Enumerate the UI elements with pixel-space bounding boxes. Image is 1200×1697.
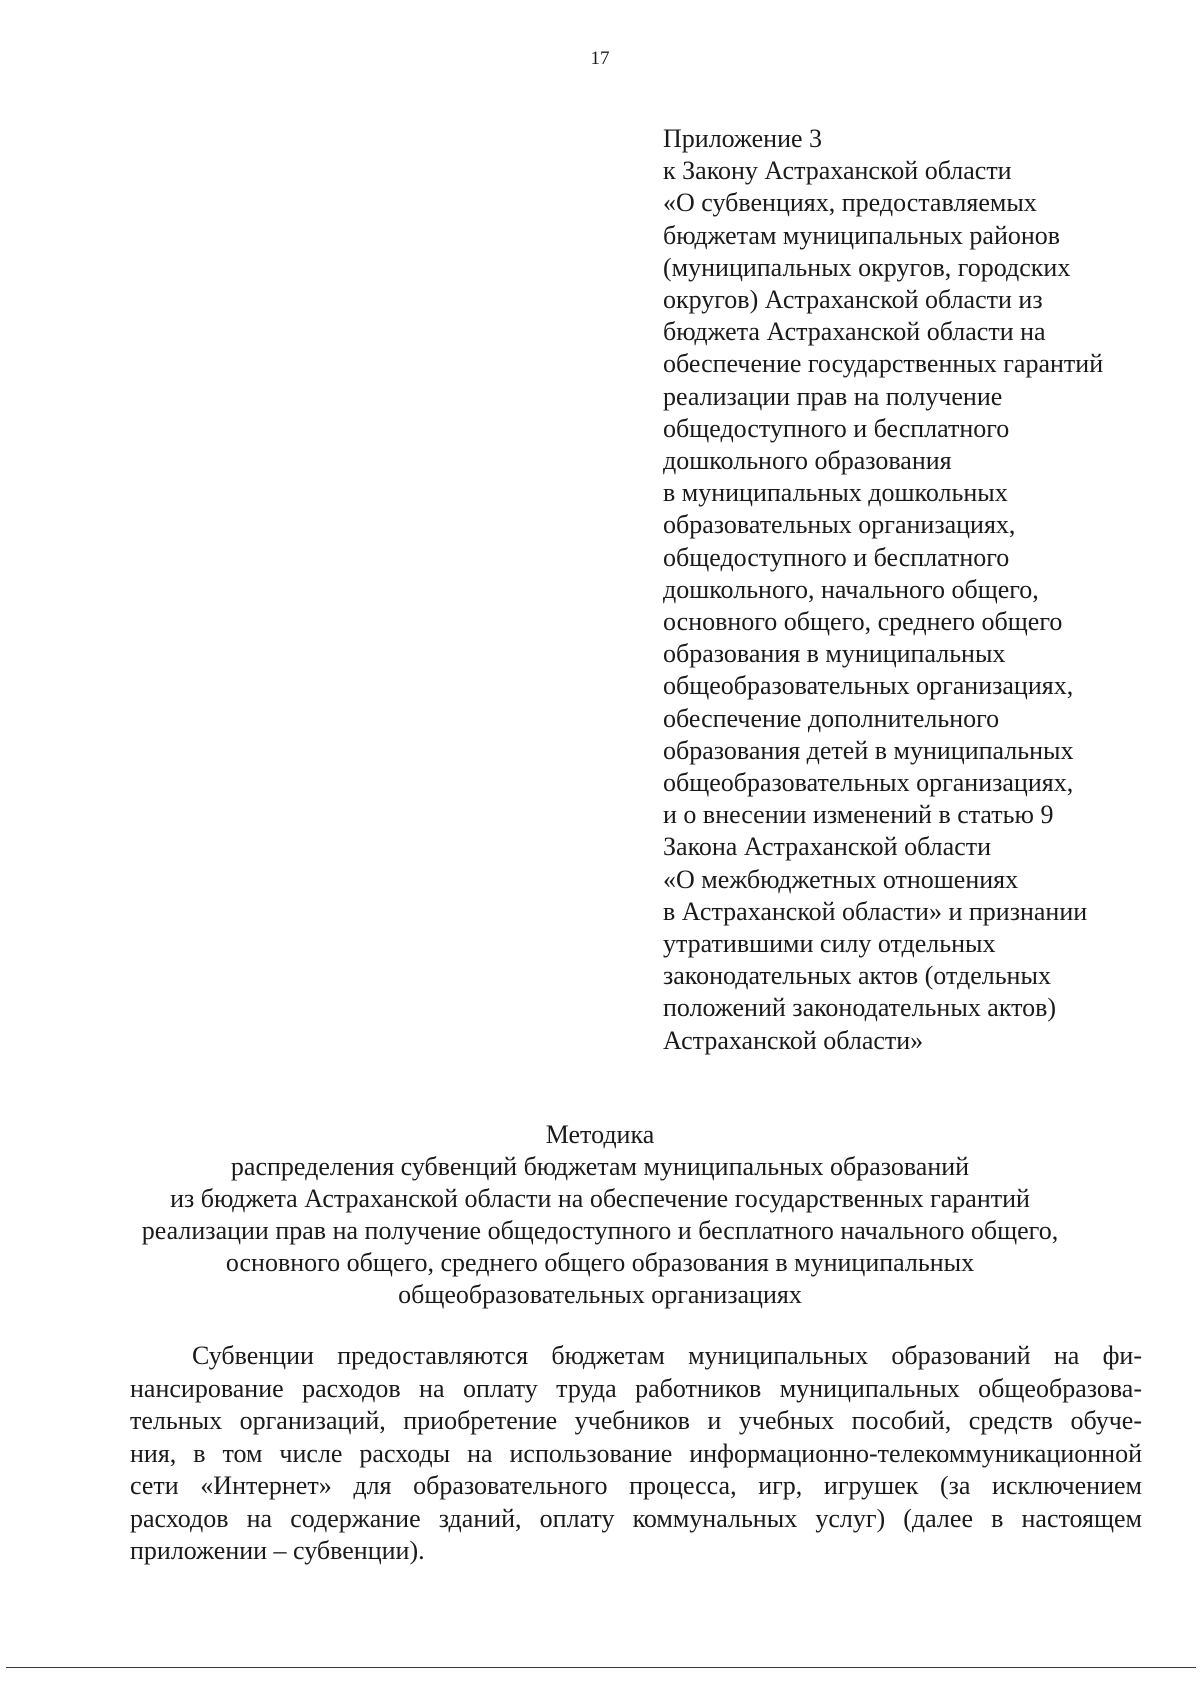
paragraph-line: приложении – субвенции). [130, 1536, 425, 1565]
method-title-line: из бюджета Астраханской области на обеспечение государственных гарантий [170, 1184, 1030, 1213]
annex-line: (муниципальных округов, городских [663, 252, 1071, 282]
method-title-line: основного общего, среднего общего образования в муниципальных [225, 1248, 975, 1277]
annex-heading-block [663, 123, 1183, 1057]
paragraph-line: сети «Интернет» для образовательного процесса, игр, игрушек (за исключением [130, 1471, 1142, 1500]
annex-line: Закона Астраханской области [663, 832, 992, 862]
annex-line: округов) Астраханской области из [663, 285, 1043, 315]
annex-line: бюджета Астраханской области на [663, 317, 1046, 347]
annex-line: общедоступного и бесплатного [663, 413, 1010, 443]
annex-line: положений законодательных актов) [663, 993, 1057, 1023]
method-title [0, 1119, 1200, 1311]
body-paragraph [130, 1340, 1142, 1568]
annex-line: Приложение 3 [663, 124, 823, 153]
annex-line: бюджетам муниципальных районов [663, 220, 1061, 250]
annex-line: к Закону Астраханской области [663, 156, 1012, 186]
annex-line: основного общего, среднего общего [663, 607, 1063, 637]
annex-line: общеобразовательных организациях, [663, 671, 1074, 701]
annex-line: в Астраханской области» и признании [663, 896, 1088, 926]
annex-line: реализации прав на получение [663, 381, 1003, 411]
annex-line: дошкольного образования [663, 446, 952, 476]
method-title-heading: Методика [545, 1120, 655, 1149]
annex-line: дошкольного, начального общего, [663, 574, 1039, 604]
annex-line: Астраханской области» [663, 1025, 924, 1055]
annex-line: общеобразовательных организациях, [663, 768, 1074, 798]
annex-line: «О межбюджетных отношениях [663, 864, 1019, 894]
method-title-line: реализации прав на получение общедоступного и бесплатного начального общего, [141, 1216, 1059, 1245]
annex-line: утратившими силу отдельных [663, 929, 996, 959]
annex-line: образовательных организациях, [663, 510, 1016, 540]
annex-line: обеспечение дополнительного [663, 703, 1000, 733]
paragraph-line: расходов на содержание зданий, оплату коммунальных услуг) (далее в настоящем [130, 1503, 1142, 1533]
paragraph-line: Субвенции предоставляются бюджетам муниципальных образований на фи- [192, 1341, 1142, 1370]
annex-line: образования в муниципальных [663, 639, 1006, 669]
annex-line: в муниципальных дошкольных [663, 478, 1008, 508]
page-number: 17 [590, 48, 610, 69]
annex-line: общедоступного и бесплатного [663, 542, 1010, 572]
method-title-line: распределения субвенций бюджетам муниципальных образований [230, 1152, 970, 1181]
annex-line: обеспечение государственных гарантий [663, 349, 1104, 379]
method-title-line: общеобразовательных организациях [398, 1280, 802, 1309]
paragraph-line: ния, в том числе расходы на использование информационно-телекоммуникационной [130, 1438, 1142, 1468]
annex-line: «О субвенциях, предоставляемых [663, 188, 1037, 218]
annex-line: и о внесении изменений в статью 9 [663, 800, 1054, 830]
paragraph-line: тельных организаций, приобретение учебников и учебных пособий, средств обуче- [130, 1406, 1142, 1435]
bottom-divider [6, 1667, 1196, 1668]
annex-line: законодательных актов (отдельных [663, 961, 1051, 991]
annex-line: образования детей в муниципальных [663, 735, 1074, 765]
paragraph-line: нансирование расходов на оплату труда работников муниципальных общеобразова- [130, 1373, 1142, 1403]
